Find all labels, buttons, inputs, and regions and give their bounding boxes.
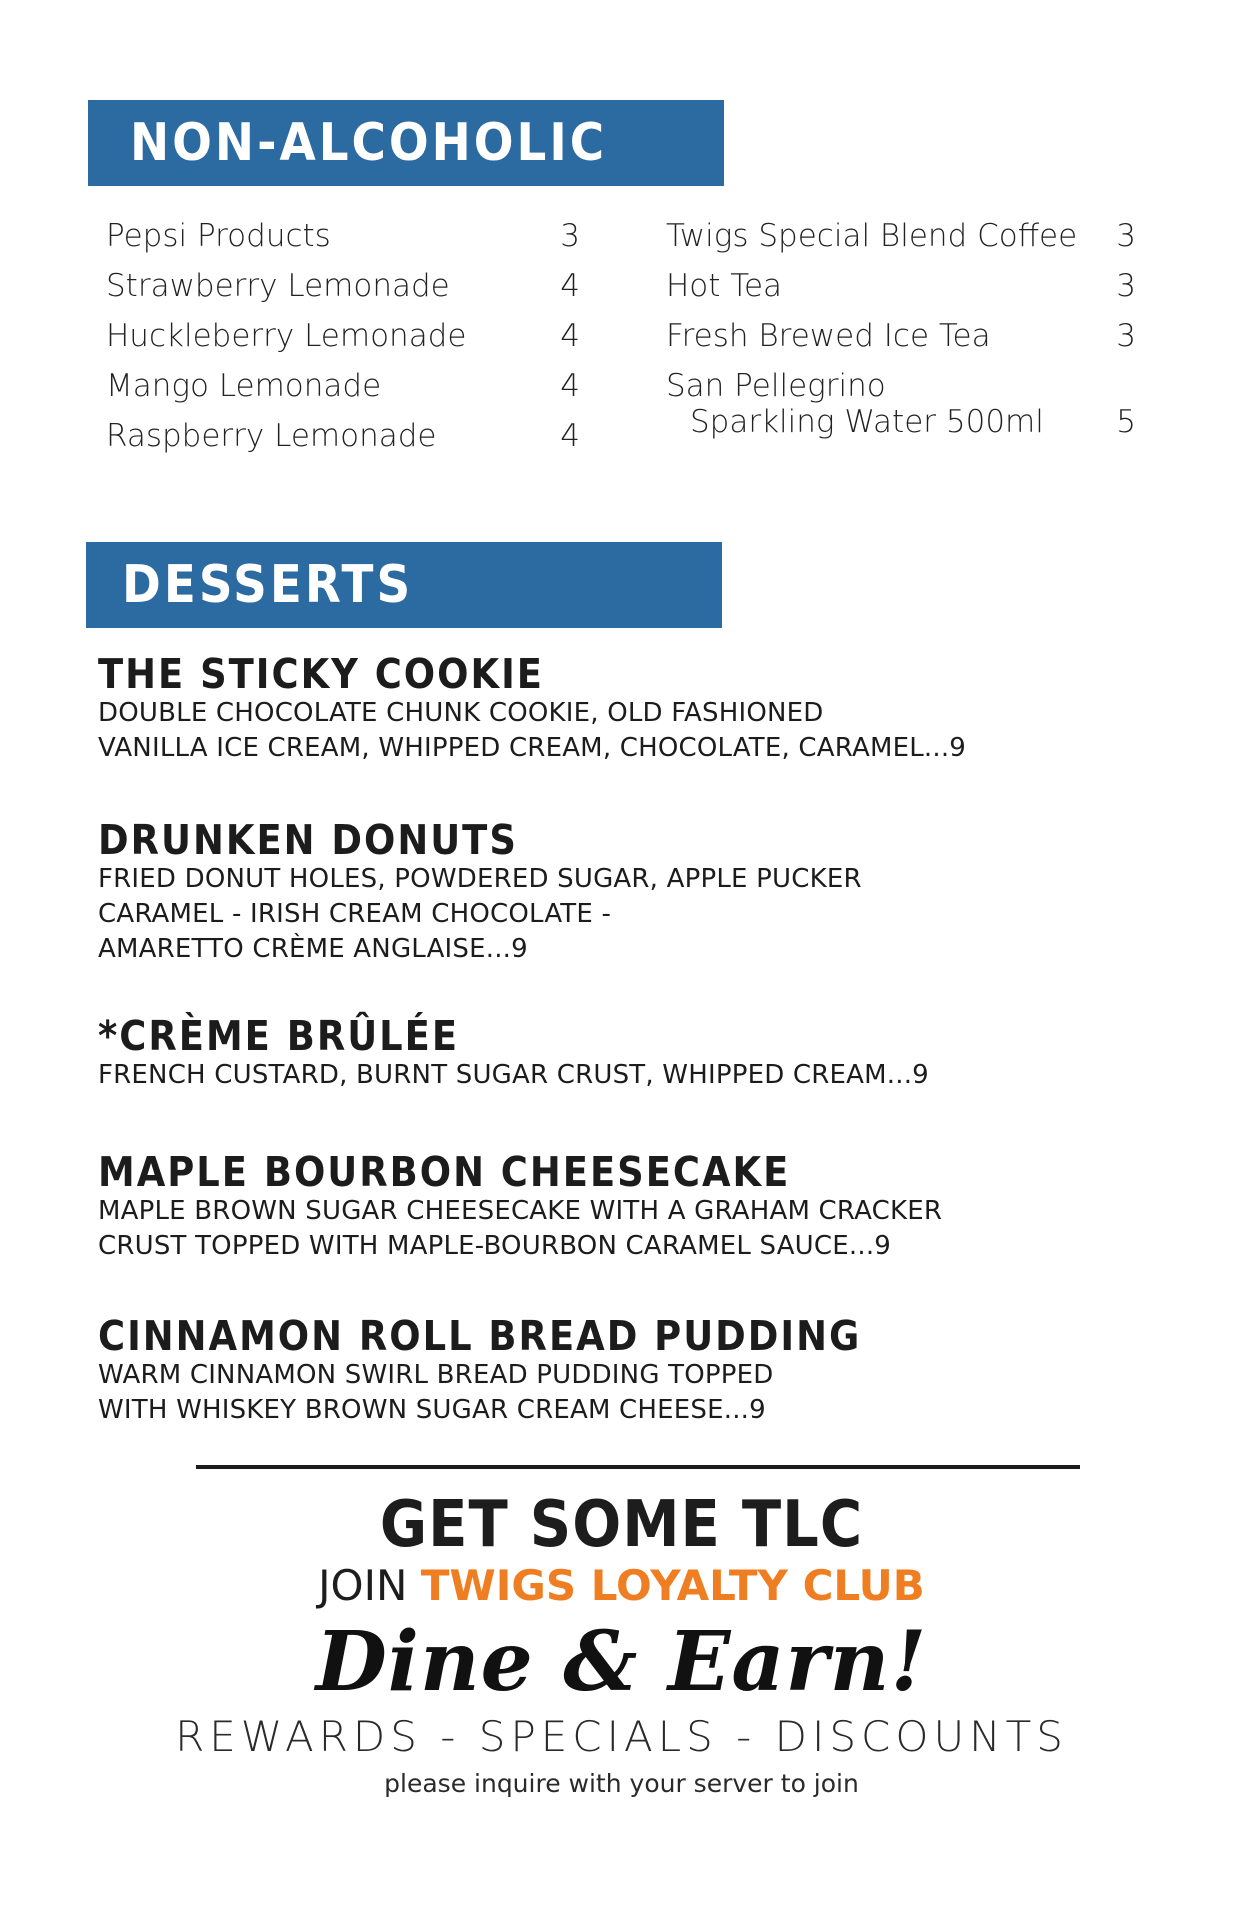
loyalty-club-name: TWIGS LOYALTY CLUB bbox=[420, 1561, 925, 1610]
dessert-description-line: CARAMEL - IRISH CREAM CHOCOLATE - bbox=[98, 899, 612, 929]
beverage-price: 4 bbox=[560, 368, 580, 404]
dessert-item bbox=[98, 652, 1098, 766]
beverage-name: Huckleberry Lemonade bbox=[106, 318, 467, 354]
desserts-heading: DESSERTS bbox=[122, 555, 414, 615]
dessert-name: THE STICKY COOKIE bbox=[98, 650, 544, 698]
rewards-line: REWARDS - SPECIALS - DISCOUNTS bbox=[175, 1712, 1068, 1761]
beverage-name: Hot Tea bbox=[666, 268, 783, 304]
beverage-item bbox=[106, 313, 580, 363]
beverage-item bbox=[106, 363, 580, 413]
beverage-item bbox=[666, 213, 1136, 263]
dessert-description-line: AMARETTO CRÈME ANGLAISE...9 bbox=[98, 934, 528, 964]
dessert-name: MAPLE BOURBON CHEESECAKE bbox=[98, 1148, 791, 1196]
non-alcoholic-banner bbox=[88, 100, 724, 186]
beverage-price: 4 bbox=[560, 418, 580, 454]
beverage-name: Twigs Special Blend Coffee bbox=[666, 218, 1078, 254]
beverage-item bbox=[666, 313, 1136, 363]
beverage-price: 4 bbox=[560, 268, 580, 304]
dessert-description-line: FRENCH CUSTARD, BURNT SUGAR CRUST, WHIPPED CREAM...9 bbox=[98, 1060, 929, 1090]
dessert-description-line: VANILLA ICE CREAM, WHIPPED CREAM, CHOCOLATE, CARAMEL...9 bbox=[98, 733, 967, 763]
dessert-name: DRUNKEN DONUTS bbox=[98, 816, 518, 864]
beverage-name: Strawberry Lemonade bbox=[106, 268, 450, 304]
beverage-price: 3 bbox=[1116, 318, 1136, 354]
beverage-item bbox=[106, 213, 580, 263]
beverage-price: 5 bbox=[1116, 404, 1136, 440]
dessert-description-line: WITH WHISKEY BROWN SUGAR CREAM CHEESE...9 bbox=[98, 1395, 766, 1425]
beverage-item bbox=[106, 413, 580, 463]
loyalty-club-line bbox=[0, 1562, 1243, 1610]
beverage-price: 4 bbox=[560, 318, 580, 354]
join-prefix: JOIN bbox=[318, 1561, 408, 1610]
join-note: please inquire with your server to join bbox=[384, 1769, 859, 1798]
beverage-item bbox=[106, 263, 580, 313]
dine-earn-script: Dine & Earn! bbox=[315, 1614, 928, 1710]
dessert-name: *CRÈME BRÛLÉE bbox=[98, 1012, 460, 1060]
beverage-item bbox=[666, 263, 1136, 313]
dessert-description-line: DOUBLE CHOCOLATE CHUNK COOKIE, OLD FASHIONED bbox=[98, 698, 824, 728]
beverage-list-left bbox=[106, 213, 580, 463]
dessert-item bbox=[98, 1314, 1098, 1428]
dessert-item bbox=[98, 818, 1098, 967]
non-alcoholic-heading: NON-ALCOHOLIC bbox=[130, 113, 608, 173]
beverage-name: Fresh Brewed Ice Tea bbox=[666, 318, 991, 354]
beverage-price: 3 bbox=[560, 218, 580, 254]
beverage-name: Raspberry Lemonade bbox=[106, 418, 437, 454]
dessert-description-line: CRUST TOPPED WITH MAPLE-BOURBON CARAMEL SAUCE...9 bbox=[98, 1231, 892, 1261]
beverage-price: 3 bbox=[1116, 268, 1136, 304]
beverage-name: Mango Lemonade bbox=[106, 368, 382, 404]
beverage-list-right bbox=[666, 213, 1136, 443]
promo-title: GET SOME TLC bbox=[379, 1488, 864, 1562]
beverage-price: 3 bbox=[1116, 218, 1136, 254]
dessert-item bbox=[98, 1150, 1098, 1264]
dessert-description-line: MAPLE BROWN SUGAR CHEESECAKE WITH A GRAHAM CRACKER bbox=[98, 1196, 943, 1226]
desserts-banner bbox=[86, 542, 722, 628]
beverage-name: Pepsi Products bbox=[106, 218, 331, 254]
beverage-item bbox=[666, 363, 1136, 443]
beverage-name-continued: Sparkling Water 500ml bbox=[690, 404, 1044, 440]
section-divider bbox=[196, 1465, 1080, 1469]
dessert-description-line: WARM CINNAMON SWIRL BREAD PUDDING TOPPED bbox=[98, 1360, 774, 1390]
dessert-description-line: FRIED DONUT HOLES, POWDERED SUGAR, APPLE PUCKER bbox=[98, 864, 862, 894]
beverage-name: San Pellegrino bbox=[666, 368, 886, 404]
dessert-name: CINNAMON ROLL BREAD PUDDING bbox=[98, 1312, 862, 1360]
dessert-item bbox=[98, 1014, 1098, 1093]
